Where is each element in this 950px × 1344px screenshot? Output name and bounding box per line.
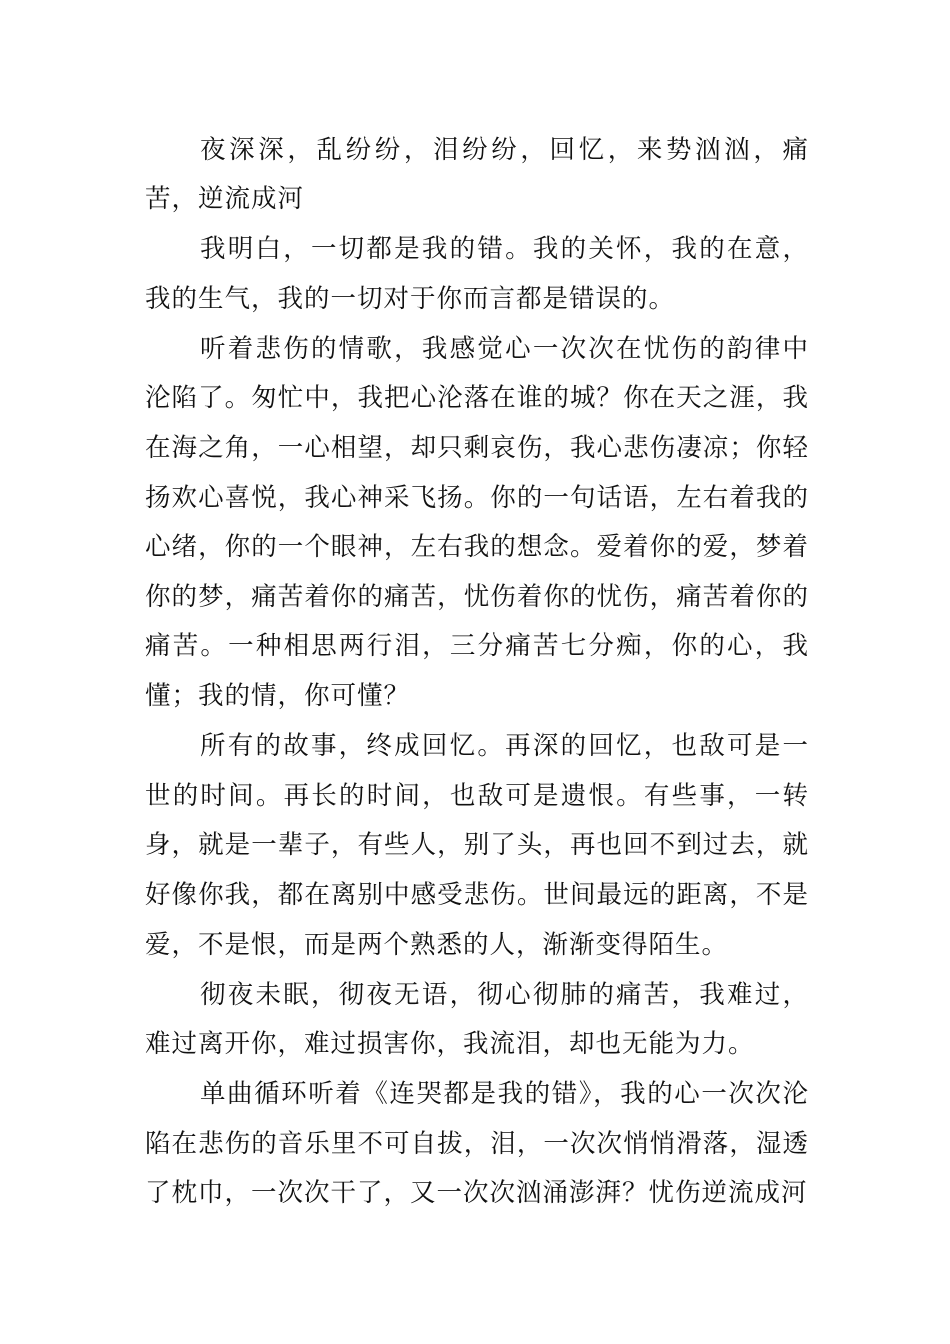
document-body bbox=[145, 125, 809, 1219]
paragraph-3: 听着悲伤的情歌，我感觉心一次次在忧伤的韵律中沦陷了。匆忙中，我把心沦落在谁的城？你在天之涯，我在海之角，一心相望，却只剩哀伤，我心悲伤凄凉；你轻扬欢心喜悦，我心神采飞扬。你的一句话语，左右着我的心绪，你的一个眼神，左右我的想念。爱着你的爱，梦着你的梦，痛苦着你的痛苦，忧伤着你的忧伤，痛苦着你的痛苦。一种相思两行泪，三分痛苦七分痴，你的心，我懂；我的情，你可懂？ bbox=[145, 333, 809, 712]
paragraph-5: 彻夜未眠，彻夜无语，彻心彻肺的痛苦，我难过，难过离开你，难过损害你，我流泪，却也无能为力。 bbox=[145, 979, 809, 1060]
paragraph-6: 单曲循环听着《连哭都是我的错》，我的心一次次沦陷在悲伤的音乐里不可自拔，泪，一次次悄悄滑落，湿透了枕巾，一次次干了，又一次次汹涌澎湃？忧伤逆流成河 bbox=[145, 1079, 809, 1209]
paragraph-2: 我明白，一切都是我的错。我的关怀，我的在意，我的生气，我的一切对于你而言都是错误的。 bbox=[145, 234, 809, 314]
paragraph-4: 所有的故事，终成回忆。再深的回忆，也敌可是一世的时间。再长的时间，也敌可是遗恨。有些事，一转身，就是一辈子，有些人，别了头，再也回不到过去，就好像你我，都在离别中感受悲伤。世间最远的距离，不是爱，不是恨，而是两个熟悉的人，渐渐变得陌生。 bbox=[145, 731, 809, 960]
paragraph-1: 夜深深，乱纷纷，泪纷纷，回忆，来势汹汹，痛苦，逆流成河 bbox=[145, 134, 809, 215]
